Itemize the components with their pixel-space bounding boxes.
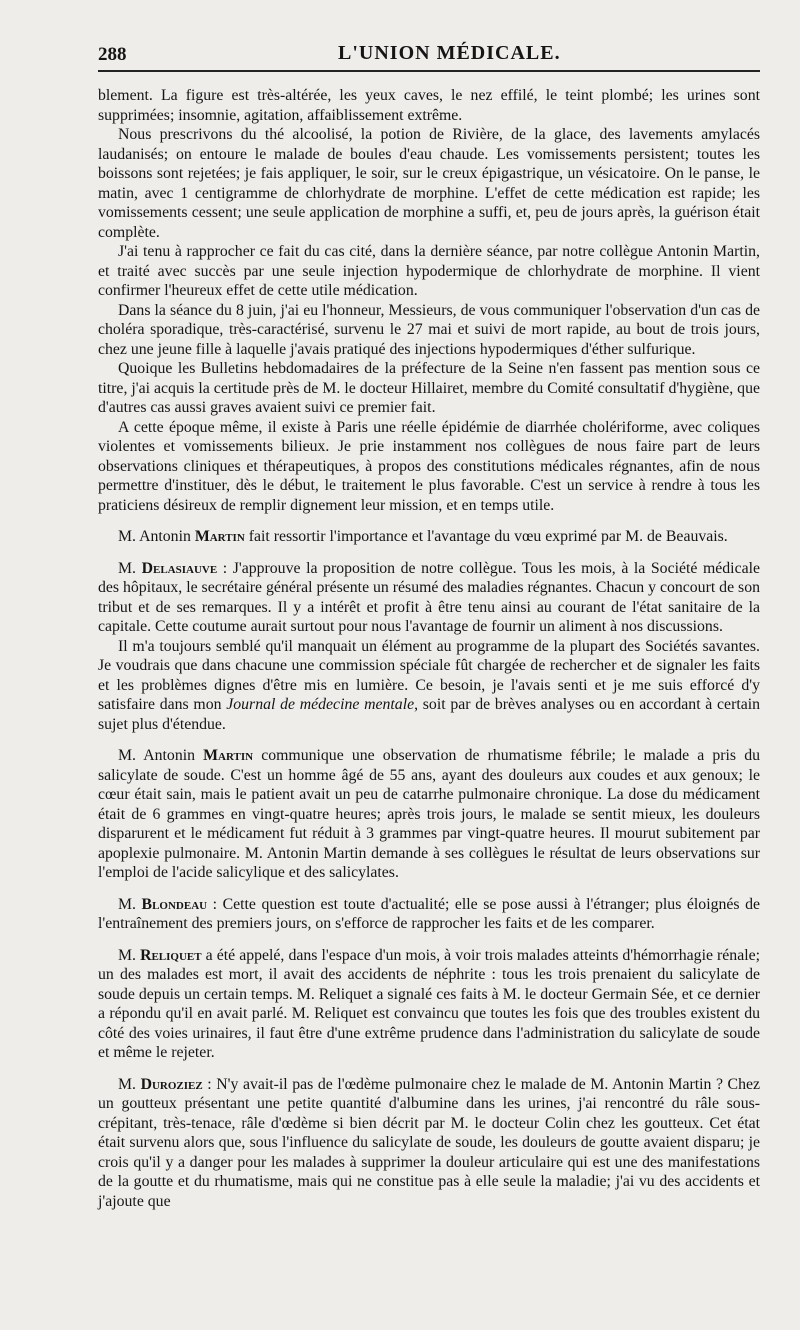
speaker-paragraph: M. Duroziez : N'y avait-il pas de l'œdème pulmonaire chez le malade de M. Antonin Martin ? Chez un goutteux présentant une petite quantité d'albumine dans les urines, j'ai rencontré du râle sous-crépitant, très-tenace, râle d'œdème si bien décrit par M. le docteur Colin chez les goutteux. Cet état était survenu alors que, sous l'influence du salicylate de soude, les douleurs de goutte avaient disparu; je crois qu'il y a danger pour les malades à supprimer la douleur articulaire qui est une des manifestations de la goutte et du rhumatisme, mais qui ne constitue pas à elle seule la maladie; j'ai vu des accidents et j'ajoute que [98,1075,760,1210]
running-title: L'UNION MÉDICALE. [338,42,561,64]
speaker-paragraph: M. Reliquet a été appelé, dans l'espace d'un mois, à voir trois malades atteints d'hémorrhagie rénale; un des malades est mort, il avait des accidents de néphrite : tous les trois prenaient du salicylate de soude depuis un certain temps. M. Reliquet a signalé ces faits à M. le docteur Germain Sée, et ce dernier a répondu qu'il en avait parlé. M. Reliquet est convaincu que toutes les fois que des troubles existent du côté des voies urinaires, il faut être d'une extrême prudence dans l'administration du salicylate de soude et même le rejeter. [98,946,760,1061]
paragraph: Quoique les Bulletins hebdomadaires de la préfecture de la Seine n'en fassent pas mention sous ce titre, j'ai acquis la certitude près de M. le docteur Hillairet, membre du Comité consultatif d'hygiène, que d'autres cas aussi graves avaient suivi ce premier fait. [98,360,760,416]
page-number: 288 [98,44,127,65]
speaker-name: Delasiauve [141,559,218,577]
paragraph: blement. La figure est très-altérée, les yeux caves, le nez effilé, le teint plombé; les urines sont supprimées; insomnie, agitation, affaiblissement extrême. [98,87,760,124]
speaker-paragraph: M. Antonin Martin fait ressortir l'importance et l'avantage du vœu exprimé par M. de Beauvais. [118,528,728,545]
article-body [98,86,760,1211]
paragraph: Il m'a toujours semblé qu'il manquait un élément au programme de la plupart des Sociétés savantes. Je voudrais que dans chacune une commission spéciale fût chargée de rechercher et de signaler les faits et les problèmes dignes d'être mis en lumière. Ce besoin, je l'avais senti et je me suis efforcé d'y satisfaire dans mon Journal de médecine mentale, soit par de brèves analyses ou en accordant à certain sujet plus d'étendue. [98,637,761,733]
speaker-paragraph: M. Blondeau : Cette question est toute d'actualité; elle se pose aussi à l'étranger; plus éloignés de l'entraînement des premiers jours, on s'efforce de rapprocher les faits et de les comparer. [98,895,760,932]
speaker-name: Duroziez [140,1075,203,1093]
speaker-paragraph: M. Delasiauve : J'approuve la proposition de notre collègue. Tous les mois, à la Société médicale des hôpitaux, le secrétaire général présente un résumé des maladies régnantes. Chacun y concourt de son tribut et de ses remarques. Il y a intérêt et profit à être tenu ainsi au courant de l'état sanitaire de la capitale. Cette coutume aurait surtout pour nous l'avantage de fournir un aliment à nos discussions. [98,559,760,635]
paragraph: J'ai tenu à rapprocher ce fait du cas cité, dans la dernière séance, par notre collègue Antonin Martin, et traité avec succès par une seule injection hypodermique de chlorhydrate de morphine. Il vient confirmer l'heureux effet de cette utile médication. [98,243,760,299]
header-rule [98,70,760,72]
page-header [98,40,760,80]
paragraph: A cette époque même, il existe à Paris une réelle épidémie de diarrhée cholériforme, avec coliques violentes et vomissements bilieux. Je prie instamment nos collègues de nous faire part de leurs observations cliniques et thérapeutiques, à propos des constitutions médicales régnantes, afin de nous permettre d'instituer, dès le début, le traitement le plus favorable. C'est un service à rendre à tous les praticiens désireux de remplir dignement leur mission, et en temps utile. [98,418,760,514]
speaker-name: Blondeau [141,895,208,913]
paragraph: Dans la séance du 8 juin, j'ai eu l'honneur, Messieurs, de vous communiquer l'observation d'un cas de choléra sporadique, très-caractérisé, survenu le 27 mai et suivi de mort rapide, au bout de trois jours, chez une jeune fille à laquelle j'avais pratiqué des injections hypodermiques d'éther sulfurique. [98,301,760,358]
speaker-name: Reliquet [140,946,202,964]
journal-title: Journal de médecine mentale [226,696,415,713]
speaker-name: Martin [203,747,254,764]
speaker-paragraph: M. Antonin Martin communique une observation de rhumatisme fébrile; le malade a pris du salicylate de soude. C'est un homme âgé de 55 ans, ayant des douleurs aux coudes et aux genoux; le cœur était sain, mais le patient avait un peu de catarrhe pulmonaire chronique. La dose du médicament était de 6 grammes en vingt-quatre heures; après trois jours, le malade se sentit mieux, les douleurs disparurent et le médicament fut réduit à 3 grammes par vingt-quatre heures. Il mourut subitement par apoplexie pulmonaire. M. Antonin Martin demande à ses collègues le résultat de leurs observations sur l'emploi de l'acide salicylique et des salicylates. [98,747,760,881]
speaker-name: Martin [194,528,245,545]
paragraph: Nous prescrivons du thé alcoolisé, la potion de Rivière, de la glace, des lavements amylacés laudanisés; on entoure le malade de boules d'eau chaude. Les vomissements persistent; toutes les boissons sont rejetées; je fais appliquer, le soir, sur le creux épigastrique, un vésicatoire. On le panse, le matin, avec 1 centigramme de chlorhydrate de morphine. L'effet de cette médication est rapide; les vomissements cessent; une seule application de morphine a suffi, et, peu de jours après, la guérison était complète. [98,126,760,241]
